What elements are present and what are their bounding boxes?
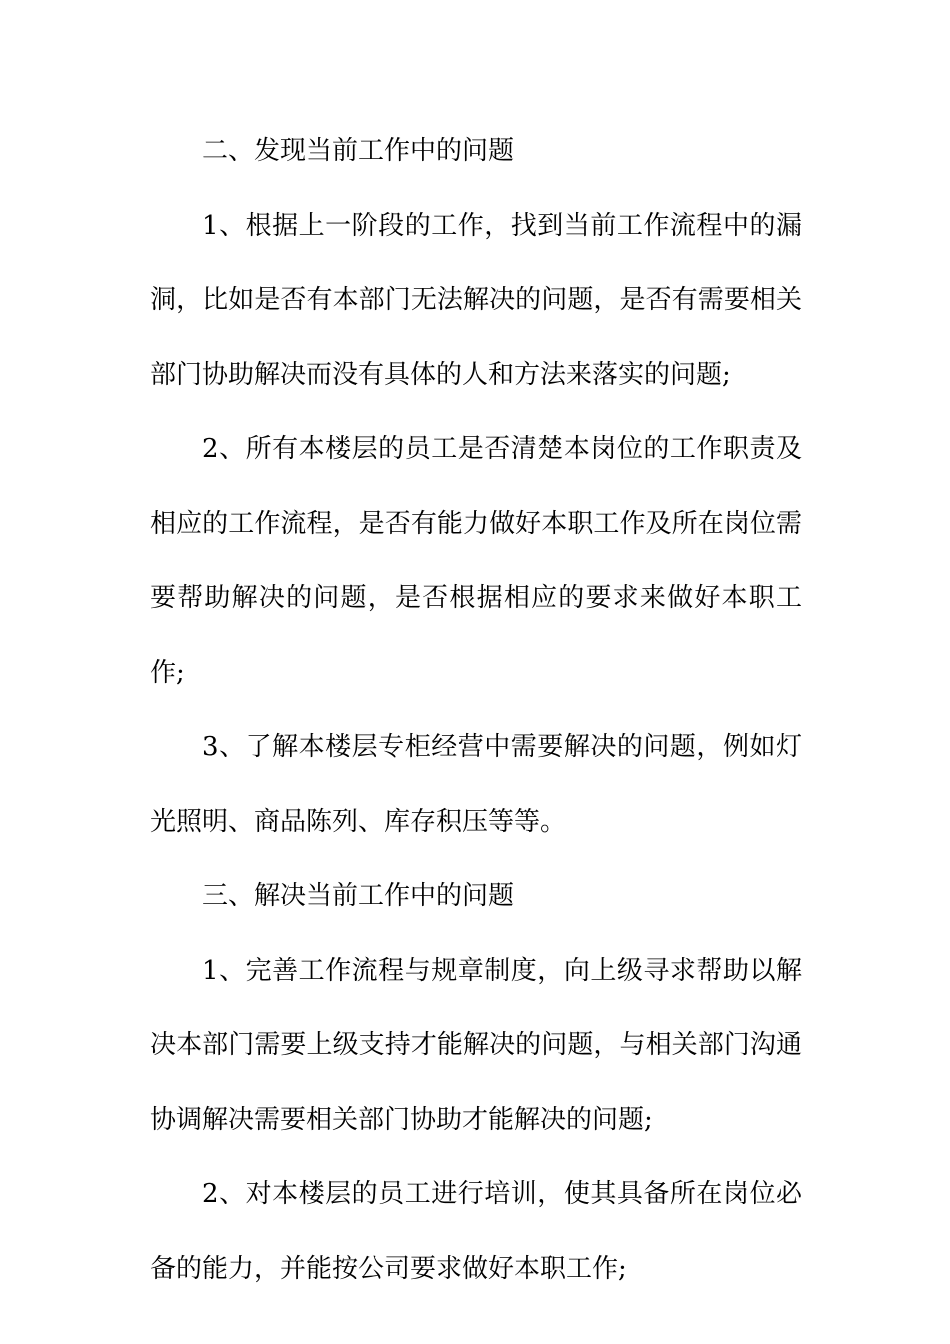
section-heading-2: 二、发现当前工作中的问题 — [202, 136, 515, 166]
paragraph-item-2-3: 3、了解本楼层专柜经营中需要解决的问题，例如灯光照明、商品陈列、库存积压等等。 — [150, 732, 802, 837]
section-heading-3: 三、解决当前工作中的问题 — [202, 881, 515, 911]
document-body — [150, 114, 802, 1306]
paragraph-item-3-2: 2、对本楼层的员工进行培训，使其具备所在岗位必备的能力，并能按公司要求做好本职工作; — [150, 1179, 802, 1284]
paragraph-item-3-1: 1、完善工作流程与规章制度，向上级寻求帮助以解决本部门需要上级支持才能解决的问题，与相关部门沟通协调解决需要相关部门协助才能解决的问题; — [150, 955, 802, 1135]
paragraph-item-2-2: 2、所有本楼层的员工是否清楚本岗位的工作职责及相应的工作流程，是否有能力做好本职工作及所在岗位需要帮助解决的问题，是否根据相应的要求来做好本职工作; — [150, 434, 802, 688]
paragraph-item-2-1: 1、根据上一阶段的工作，找到当前工作流程中的漏洞，比如是否有本部门无法解决的问题，是否有需要相关部门协助解决而没有具体的人和方法来落实的问题; — [150, 210, 802, 390]
